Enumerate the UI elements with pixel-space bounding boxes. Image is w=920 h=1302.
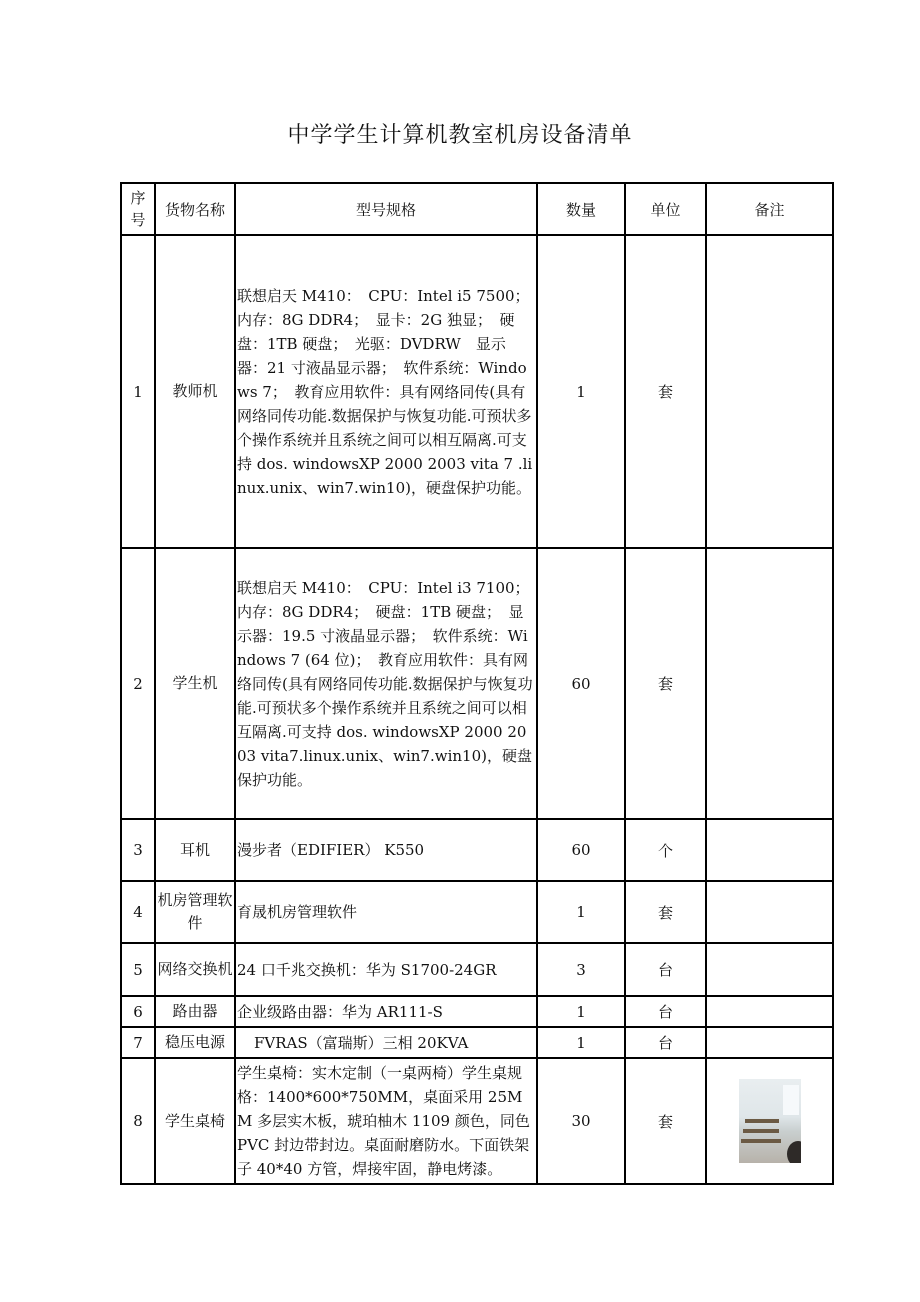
photo-desk — [743, 1129, 779, 1133]
photo-desk — [745, 1119, 779, 1123]
row-qty: 1 — [537, 1027, 625, 1058]
row-qty: 60 — [537, 819, 625, 881]
row-unit: 套 — [625, 548, 706, 819]
row-spec: 联想启天 M410： CPU：Intel i5 7500； 内存：8G DDR4； 显卡：2G 独显； 硬盘：1TB 硬盘； 光驱：DVDRW 显示器：21 寸液晶显示器； 软件系统：Windows 7； 教育应用软件：具有网络同传(具有网络同传功能.数据保护与恢复功能.可预状多个操作系统并且系统之间可以相互隔离.可支持 dos. windowsXP 2000 2003 vita 7 .linux.unix、win7.win10)，硬盘保护功能。 — [235, 235, 537, 548]
table-row — [121, 996, 833, 1027]
photo-desk — [741, 1139, 781, 1143]
row-spec: 育晟机房管理软件 — [235, 881, 537, 943]
row-name: 稳压电源 — [155, 1027, 235, 1058]
row-spec: 24 口千兆交换机：华为 S1700-24GR — [235, 943, 537, 996]
table-row — [121, 235, 833, 548]
row-unit: 台 — [625, 996, 706, 1027]
row-unit: 套 — [625, 881, 706, 943]
row-name: 学生桌椅 — [155, 1058, 235, 1184]
row-name: 耳机 — [155, 819, 235, 881]
row-note — [706, 819, 833, 881]
row-no: 5 — [121, 943, 155, 996]
row-name: 网络交换机 — [155, 943, 235, 996]
header-no: 序号 — [121, 183, 155, 235]
row-spec: FVRAS（富瑞斯）三相 20KVA — [235, 1027, 537, 1058]
row-no: 1 — [121, 235, 155, 548]
row-note — [706, 548, 833, 819]
table-row — [121, 819, 833, 881]
row-unit: 个 — [625, 819, 706, 881]
photo-window — [783, 1085, 799, 1115]
row-no: 2 — [121, 548, 155, 819]
row-note — [706, 996, 833, 1027]
table-row — [121, 1058, 833, 1184]
row-spec: 漫步者（EDIFIER） K550 — [235, 819, 537, 881]
header-name: 货物名称 — [155, 183, 235, 235]
row-note — [706, 235, 833, 548]
photo-person — [787, 1141, 801, 1163]
header-unit: 单位 — [625, 183, 706, 235]
header-spec: 型号规格 — [235, 183, 537, 235]
row-qty: 1 — [537, 881, 625, 943]
row-unit: 套 — [625, 1058, 706, 1184]
row-no: 3 — [121, 819, 155, 881]
table-row — [121, 943, 833, 996]
row-qty: 60 — [537, 548, 625, 819]
row-no: 4 — [121, 881, 155, 943]
table-row — [121, 548, 833, 819]
table-header-row — [121, 183, 833, 235]
document-title: 中学学生计算机教室机房设备清单 — [287, 123, 633, 148]
table-row — [121, 1027, 833, 1058]
classroom-photo — [739, 1079, 801, 1163]
equipment-table — [120, 182, 834, 1185]
header-note: 备注 — [706, 183, 833, 235]
row-name: 教师机 — [155, 235, 235, 548]
row-note — [706, 943, 833, 996]
row-name: 学生机 — [155, 548, 235, 819]
row-no: 7 — [121, 1027, 155, 1058]
row-name: 机房管理软件 — [155, 881, 235, 943]
header-qty: 数量 — [537, 183, 625, 235]
row-spec: 学生桌椅：实木定制（一桌两椅）学生桌规格：1400*600*750MM，桌面采用 25MM 多层实木板，琥珀柚木 1109 颜色，同色 PVC 封边带封边。桌面耐磨防水。下面铁架子 40*40 方管，焊接牢固，静电烤漆。 — [235, 1058, 537, 1184]
row-no: 8 — [121, 1058, 155, 1184]
row-spec: 联想启天 M410： CPU：Intel i3 7100； 内存：8G DDR4； 硬盘：1TB 硬盘； 显示器：19.5 寸液晶显示器； 软件系统：Windows 7 (64 位)； 教育应用软件：具有网络同传(具有网络同传功能.数据保护与恢复功能.可预状多个操作系统并且系统之间可以相互隔离.可支持 dos. windowsXP 2000 2003 vita7.linux.unix、win7.win10)，硬盘保护功能。 — [235, 548, 537, 819]
row-qty: 1 — [537, 996, 625, 1027]
row-unit: 台 — [625, 943, 706, 996]
row-spec: 企业级路由器：华为 AR111-S — [235, 996, 537, 1027]
row-no: 6 — [121, 996, 155, 1027]
row-qty: 1 — [537, 235, 625, 548]
row-name: 路由器 — [155, 996, 235, 1027]
row-note — [706, 1058, 833, 1184]
row-unit: 套 — [625, 235, 706, 548]
row-qty: 30 — [537, 1058, 625, 1184]
table-row — [121, 881, 833, 943]
row-unit: 台 — [625, 1027, 706, 1058]
row-note — [706, 1027, 833, 1058]
row-qty: 3 — [537, 943, 625, 996]
row-note — [706, 881, 833, 943]
